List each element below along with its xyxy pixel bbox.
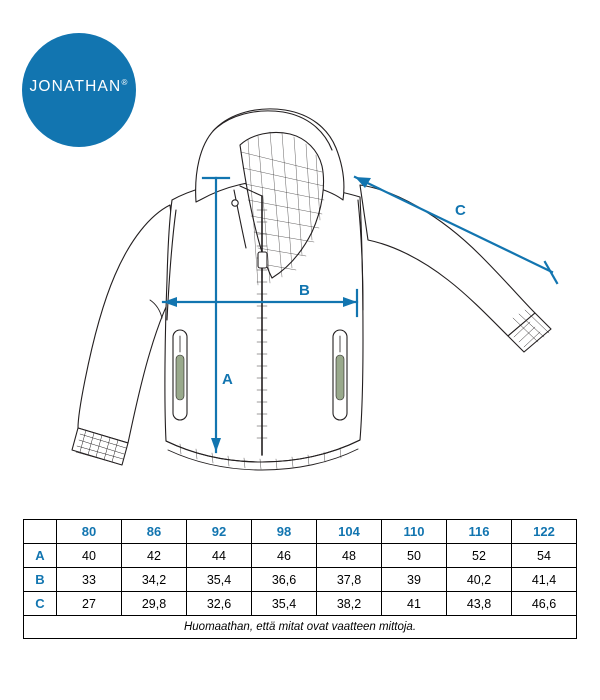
size-header-4: 104	[317, 520, 382, 544]
table-note-row	[24, 616, 577, 639]
cell-b-5: 39	[382, 568, 447, 592]
cell-c-0: 27	[57, 592, 122, 616]
measurement-note: Huomaathan, että mitat ovat vaatteen mittoja.	[24, 616, 577, 639]
cell-a-0: 40	[57, 544, 122, 568]
cell-a-1: 42	[122, 544, 187, 568]
size-header-6: 116	[447, 520, 512, 544]
cell-c-4: 38,2	[317, 592, 382, 616]
table-row	[24, 568, 577, 592]
registered-trademark-icon: ®	[121, 78, 129, 87]
cell-a-5: 50	[382, 544, 447, 568]
cell-b-6: 40,2	[447, 568, 512, 592]
size-header-7: 122	[512, 520, 577, 544]
row-label-c: C	[24, 592, 57, 616]
cell-a-7: 54	[512, 544, 577, 568]
label-C: C	[455, 202, 466, 219]
size-table	[23, 519, 577, 639]
table-row	[24, 544, 577, 568]
table-row	[24, 592, 577, 616]
size-header-1: 86	[122, 520, 187, 544]
table-header-row	[24, 520, 577, 544]
cell-b-4: 37,8	[317, 568, 382, 592]
cell-b-7: 41,4	[512, 568, 577, 592]
brand-name: JONATHAN	[29, 78, 122, 96]
cell-c-6: 43,8	[447, 592, 512, 616]
cell-b-0: 33	[57, 568, 122, 592]
cell-c-7: 46,6	[512, 592, 577, 616]
cell-c-2: 32,6	[187, 592, 252, 616]
cell-a-6: 52	[447, 544, 512, 568]
cell-c-3: 35,4	[252, 592, 317, 616]
cell-b-2: 35,4	[187, 568, 252, 592]
cell-b-1: 34,2	[122, 568, 187, 592]
size-header-5: 110	[382, 520, 447, 544]
row-label-b: B	[24, 568, 57, 592]
size-table-container	[23, 519, 577, 639]
cell-b-3: 36,6	[252, 568, 317, 592]
size-header-3: 98	[252, 520, 317, 544]
row-label-a: A	[24, 544, 57, 568]
label-A: A	[222, 371, 233, 388]
cell-a-3: 46	[252, 544, 317, 568]
cell-c-5: 41	[382, 592, 447, 616]
table-corner-cell	[24, 520, 57, 544]
cell-c-1: 29,8	[122, 592, 187, 616]
cell-a-4: 48	[317, 544, 382, 568]
cell-a-2: 44	[187, 544, 252, 568]
size-header-0: 80	[57, 520, 122, 544]
label-B: B	[299, 282, 310, 299]
size-header-2: 92	[187, 520, 252, 544]
